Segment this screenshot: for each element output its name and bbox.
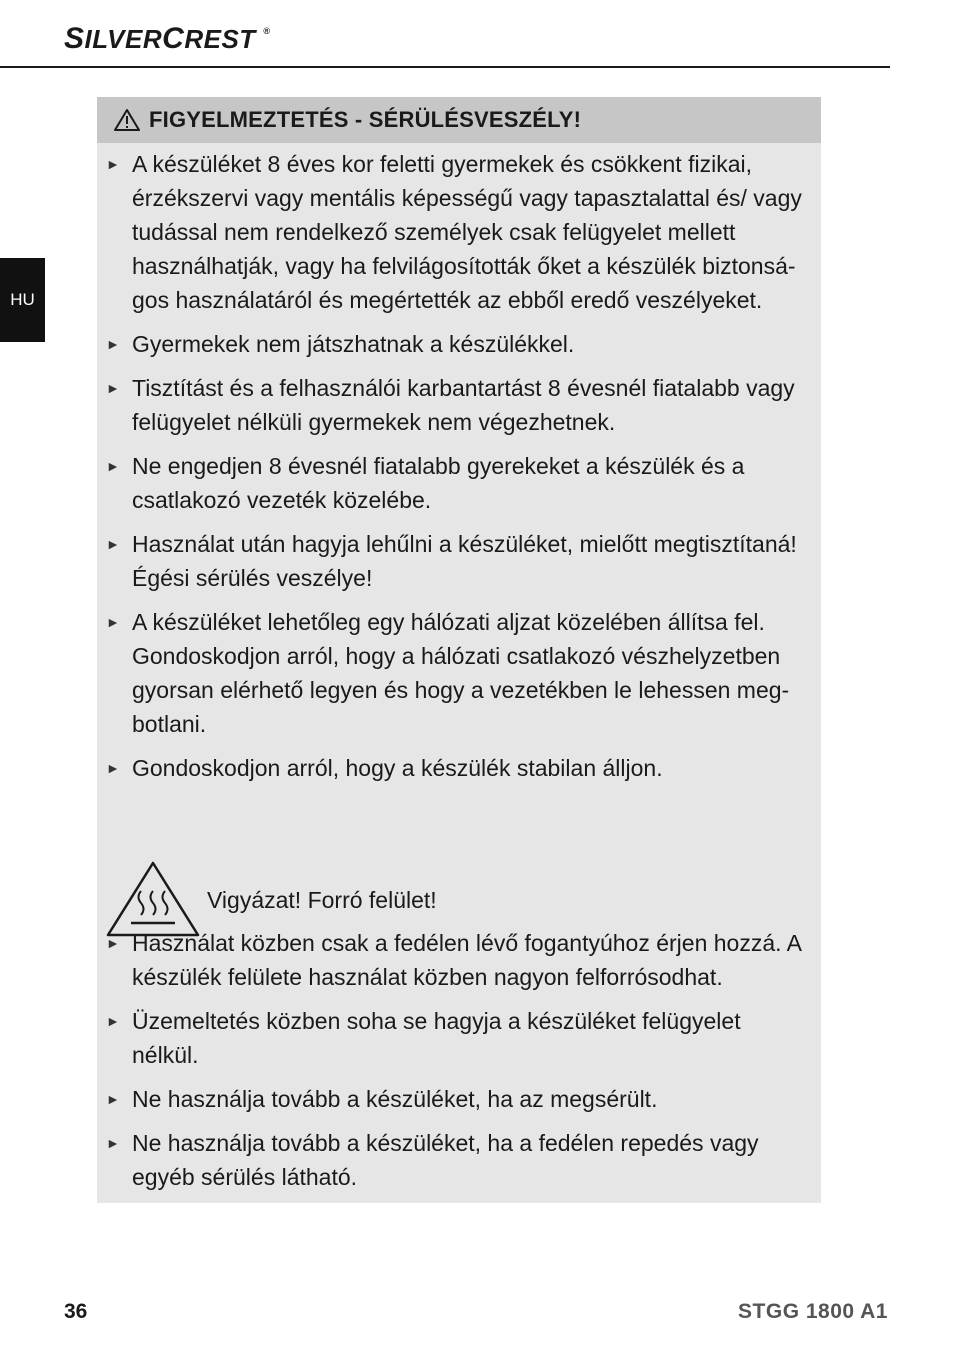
bullet-arrow-icon: ► <box>106 1013 120 1029</box>
list-item-text: Tisztítást és a felhasználói karbantartást 8 évesnél fiatalabb vagy felügyelet nélküli gyermekek nem végezhetnek. <box>132 375 795 435</box>
bullet-arrow-icon: ► <box>106 156 120 172</box>
bullet-arrow-icon: ► <box>106 336 120 352</box>
bullet-arrow-icon: ► <box>106 614 120 630</box>
bullet-arrow-icon: ► <box>106 760 120 776</box>
list-item-text: Gondoskodjon arról, hogy a készülék stabilan álljon. <box>132 755 663 781</box>
warning-header <box>97 97 821 143</box>
list-item-text: Gyermekek nem játszhatnak a készülékkel. <box>132 331 575 357</box>
list-item-text: Üzemeltetés közben soha se hagyja a készüléket felügyelet nélkül. <box>132 1008 741 1068</box>
language-label: HU <box>10 290 35 309</box>
hot-surface-caption: Vigyázat! Forró felület! <box>207 887 437 913</box>
list-item-text: Ne engedjen 8 évesnél fiatalabb gyerekeket a készülék és a csatlakozó vezeték közelébe. <box>132 453 745 513</box>
warning-triangle-icon <box>113 108 141 132</box>
bullet-arrow-icon: ► <box>106 380 120 396</box>
language-tab <box>0 258 45 342</box>
list-item-text: Ne használja tovább a készüléket, ha az megsérült. <box>132 1086 658 1112</box>
warning-title: FIGYELMEZTETÉS - SÉRÜLÉSVESZÉLY! <box>149 107 582 132</box>
list-item-text: A készüléket lehetőleg egy hálózati aljzat közelében állítsa fel. Gondoskodjon arról, hogy a hálózati csatlakozó vészhelyzetben gyorsan elérhető legyen és hogy a vezetékben le lehessen meg- botlani. <box>132 609 790 737</box>
page-number: 36 <box>64 1300 88 1323</box>
registered-mark: ® <box>263 26 271 36</box>
bullet-arrow-icon: ► <box>106 935 120 951</box>
header-rule <box>0 66 890 68</box>
bullet-arrow-icon: ► <box>106 458 120 474</box>
list-item-text: Használat közben csak a fedélen lévő fogantyúhoz érjen hozzá. A készülék felülete használat közben nagyon felforrósodhat. <box>132 930 801 990</box>
model-number: STGG 1800 A1 <box>738 1300 888 1323</box>
bullet-arrow-icon: ► <box>106 536 120 552</box>
bullet-arrow-icon: ► <box>106 1091 120 1107</box>
brand-logo-text: SILVERCREST <box>64 22 264 55</box>
brand-logo <box>64 22 271 56</box>
list-item-text: Ne használja tovább a készüléket, ha a fedélen repedés vagy egyéb sérülés látható. <box>132 1130 759 1190</box>
list-item-text: Használat után hagyja lehűlni a készüléket, mielőtt megtisztítaná! Égési sérülés veszélye! <box>132 531 797 591</box>
warning-box <box>97 97 821 1203</box>
list-item-text: A készüléket 8 éves kor feletti gyermekek és csökkent fizikai, érzékszervi vagy mentális képességű vagy tapasztalattal és/ vagy tudással nem rendelkező személyek csak felügyelet mellett használhatják, vagy ha felvilágosították őket a készülék biztonsá- gos használatáról és megértették az ebből eredő veszélyeket. <box>132 151 802 313</box>
bullet-arrow-icon: ► <box>106 1135 120 1151</box>
